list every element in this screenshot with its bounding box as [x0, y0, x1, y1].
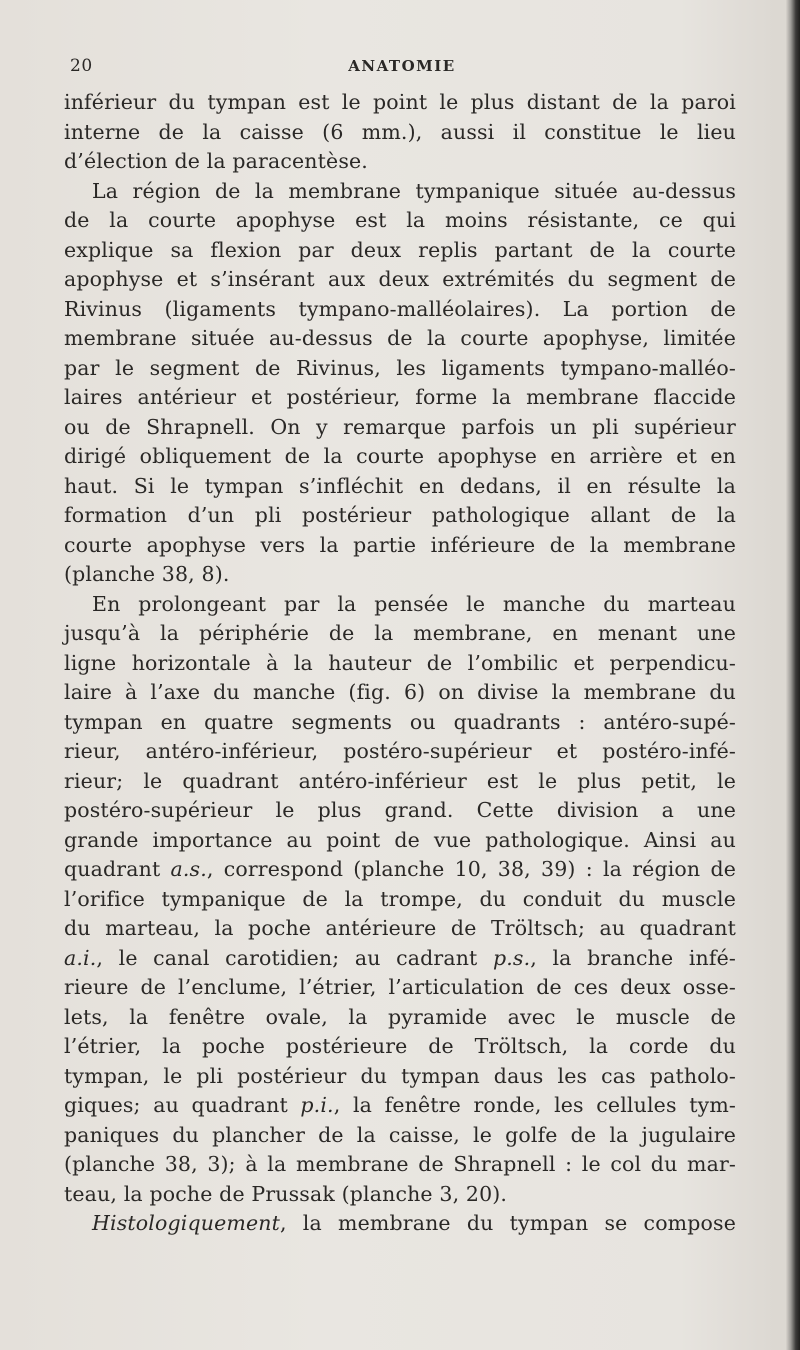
text-line: apophyse et s’insérant aux deux extrémités du segment de	[64, 267, 736, 291]
text-line: teau, la poche de Prussak (planche 3, 20).	[64, 1181, 508, 1206]
text-line: laires antérieur et postérieur, forme la membrane flaccide	[64, 385, 736, 409]
text-line: du marteau, la poche antérieure de Tröltsch; au quadrant	[64, 916, 736, 940]
text-line: courte apophyse vers la partie inférieure de la membrane	[64, 532, 736, 557]
text-line: par le segment de Rivinus, les ligaments tympano-malléo-	[64, 355, 736, 380]
text-line: En prolongeant par la pensée le manche du marteau	[92, 591, 736, 616]
text-line: rieur, antéro-inférieur, postéro-supérieur et postéro-infé-	[64, 739, 736, 763]
text-line: l’étrier, la poche postérieure de Tröltsch, la corde du	[64, 1034, 736, 1058]
text-line: (planche 38, 3); à la membrane de Shrapnell : le col du mar-	[64, 1152, 736, 1176]
text-line: ligne horizontale à la hauteur de l’ombilic et perpendicu-	[64, 650, 736, 675]
text-line: ou de Shrapnell. On y remarque parfois un pli supérieur	[64, 414, 736, 439]
text-line: jusqu’à la périphérie de la membrane, en menant une	[64, 621, 736, 645]
text-line: d’élection de la paracentèse.	[64, 149, 368, 173]
text-line: formation d’un pli postérieur pathologique allant de la	[64, 503, 736, 527]
text-line: de la courte apophyse est la moins résistante, ce qui	[64, 208, 736, 232]
text-line: lets, la fenêtre ovale, la pyramide avec le muscle de	[64, 1004, 736, 1029]
text-line: tympan, le pli postérieur du tympan daus les cas patholo-	[64, 1063, 736, 1088]
text-line: rieure de l’enclume, l’étrier, l’articulation de ces deux osse-	[64, 975, 736, 999]
running-head: ANATOMIE	[348, 57, 456, 75]
page-number: 20	[70, 56, 93, 76]
text-line: laire à l’axe du manche (fig. 6) on divise la membrane du	[64, 680, 736, 704]
text-line: a.i., le canal carotidien; au cadrant p.s., la branche infé-	[64, 945, 736, 970]
text-line: l’orifice tympanique de la trompe, du conduit du muscle	[64, 886, 736, 911]
text-line: paniques du plancher de la caisse, le golfe de la jugulaire	[64, 1122, 736, 1147]
page-header	[70, 56, 734, 80]
text-line: membrane située au-dessus de la courte apophyse, limitée	[64, 326, 736, 350]
text-line: postéro-supérieur le plus grand. Cette division a une	[64, 798, 736, 822]
text-line: haut. Si le tympan s’infléchit en dedans, il en résulte la	[64, 473, 736, 498]
body-text	[64, 88, 736, 1239]
text-line: dirigé obliquement de la courte apophyse en arrière et en	[64, 444, 736, 468]
text-line: explique sa flexion par deux replis partant de la courte	[64, 237, 736, 262]
text-line: Histologiquement, la membrane du tympan se compose	[92, 1211, 736, 1235]
text-line: (planche 38, 8).	[64, 562, 230, 586]
text-line: grande importance au point de vue pathologique. Ainsi au	[64, 827, 736, 852]
text-line: tympan en quatre segments ou quadrants : antéro-supé-	[64, 709, 736, 734]
text-line: La région de la membrane tympanique située au-dessus	[92, 178, 736, 203]
text-line: interne de la caisse (6 mm.), aussi il constitue le lieu	[64, 119, 736, 144]
text-line: giques; au quadrant p.i., la fenêtre ronde, les cellules tym-	[64, 1093, 736, 1117]
text-line: rieur; le quadrant antéro-inférieur est le plus petit, le	[64, 768, 736, 793]
text-line: inférieur du tympan est le point le plus distant de la paroi	[64, 90, 736, 114]
text-line: Rivinus (ligaments tympano-malléolaires). La portion de	[64, 296, 736, 321]
text-line: quadrant a.s., correspond (planche 10, 38, 39) : la région de	[64, 857, 737, 881]
page-edge-shadow	[786, 0, 800, 1350]
